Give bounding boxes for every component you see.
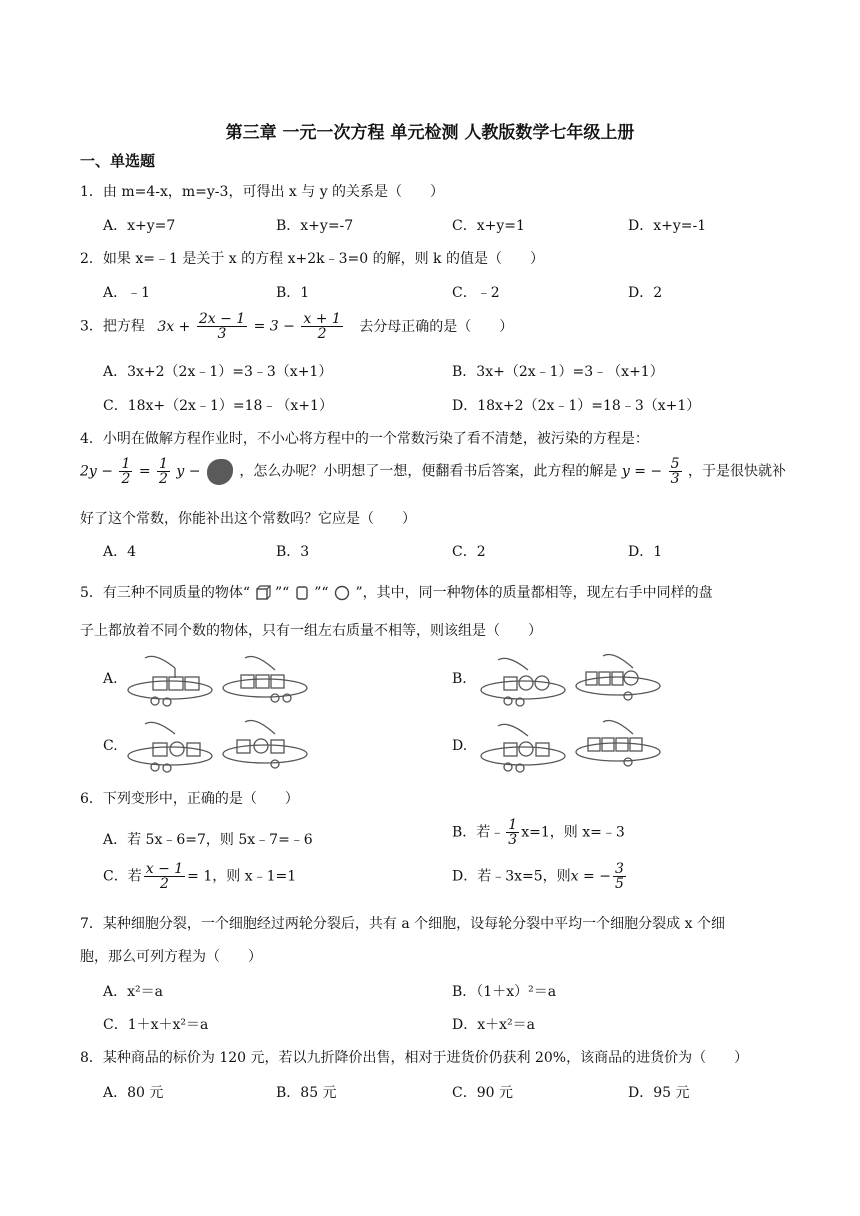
question-5-option-c[interactable]: C. bbox=[103, 738, 118, 754]
question-4-eq-c: y − bbox=[176, 463, 201, 480]
question-6-stem: 6．下列变形中，正确的是（ ） bbox=[80, 791, 299, 807]
fraction-denominator: 2 bbox=[121, 471, 131, 487]
section-heading: 一、单选题 bbox=[80, 152, 156, 170]
question-4-option-b[interactable]: B．3 bbox=[276, 544, 310, 560]
question-3-option-b[interactable]: B．3x+（2x﹣1）=3﹣（x+1） bbox=[452, 364, 664, 380]
question-2-option-c[interactable]: C．﹣2 bbox=[452, 285, 500, 301]
question-8-option-d[interactable]: D．95 元 bbox=[628, 1085, 690, 1101]
question-4-fraction-2 bbox=[157, 457, 170, 486]
fraction-numerator: 1 bbox=[121, 456, 131, 472]
question-6-option-a[interactable]: A．若 5x﹣6=7，则 5x﹣7=﹣6 bbox=[103, 832, 313, 848]
question-4-option-d[interactable]: D．1 bbox=[628, 544, 663, 560]
question-7-option-d[interactable]: D．x＋x²＝a bbox=[452, 1017, 535, 1033]
question-3-fraction-2 bbox=[301, 312, 342, 341]
cube-icon bbox=[255, 585, 271, 601]
option-c-prefix: C．若 bbox=[103, 868, 142, 885]
fraction-numerator: 1 bbox=[159, 456, 168, 472]
question-4-eq-b: = bbox=[138, 463, 151, 480]
question-4-eq-a: 2y − bbox=[80, 463, 113, 480]
fraction-denominator: 3 bbox=[508, 832, 518, 848]
question-5-option-d[interactable]: D. bbox=[452, 738, 468, 754]
question-4-solution-fraction bbox=[669, 457, 682, 486]
question-5-line-2: 子上都放着不同个数的物体，只有一组左右质量不相等，则该组是（ ） bbox=[80, 623, 542, 639]
question-1-option-a[interactable]: A．x+y=7 bbox=[103, 218, 176, 234]
cylinder-icon bbox=[294, 585, 310, 601]
question-7-option-c[interactable]: C．1＋x＋x²＝a bbox=[103, 1017, 209, 1033]
fraction-numerator: x − 1 bbox=[145, 861, 184, 877]
question-6-option-c[interactable] bbox=[103, 862, 296, 891]
question-3-suffix: 去分母正确的是（ ） bbox=[359, 318, 514, 335]
question-3-option-c[interactable]: C．18x+（2x﹣1）=18﹣（x+1） bbox=[103, 398, 333, 414]
question-1-option-c[interactable]: C．x+y=1 bbox=[452, 218, 525, 234]
question-8-option-c[interactable]: C．90 元 bbox=[452, 1085, 513, 1101]
question-3-fraction-1 bbox=[197, 312, 247, 341]
balance-plates-image-d bbox=[478, 716, 663, 774]
question-4-middle-text: ，怎么办呢？小明想了一想，便翻看书后答案，此方程的解是 bbox=[239, 463, 618, 480]
fraction-numerator: 1 bbox=[508, 817, 518, 833]
sphere-icon bbox=[333, 585, 351, 601]
fraction-denominator: 2 bbox=[159, 471, 168, 487]
question-1-option-b[interactable]: B．x+y=-7 bbox=[276, 218, 354, 234]
option-c-suffix: = 1，则 x﹣1=1 bbox=[187, 868, 297, 885]
option-d-fraction bbox=[613, 862, 626, 891]
question-5-option-b[interactable]: B. bbox=[452, 671, 467, 687]
question-5-text-a: 5．有三种不同质量的物体“ bbox=[80, 585, 251, 601]
fraction-denominator: 5 bbox=[614, 876, 624, 892]
question-3-eq-b: = 3 − bbox=[253, 318, 295, 335]
question-8-option-b[interactable]: B．85 元 bbox=[276, 1085, 337, 1101]
fraction-numerator: x + 1 bbox=[303, 311, 341, 327]
option-b-prefix: B．若﹣ bbox=[452, 824, 505, 841]
question-3-stem bbox=[80, 312, 513, 341]
question-3-prefix: 3．把方程 bbox=[80, 318, 145, 335]
question-8-stem: 8．某种商品的标价为 120 元，若以九折降价出售，相对于进货价仍获利 20%，该商品的进货价为（ ） bbox=[80, 1050, 749, 1066]
option-d-prefix: D．若﹣3x=5，则 bbox=[452, 868, 571, 885]
question-4-tail: ，于是很快就补 bbox=[687, 463, 786, 480]
fraction-denominator: 3 bbox=[217, 326, 227, 342]
question-7-line-1: 7．某种细胞分裂，一个细胞经过两轮分裂后，共有 a 个细胞，设每轮分裂中平均一个细胞分裂成 x 个细 bbox=[80, 916, 725, 932]
balance-plates-image-c bbox=[125, 716, 310, 774]
question-4-option-c[interactable]: C．2 bbox=[452, 544, 486, 560]
question-4-solution-lhs: y = − bbox=[621, 463, 663, 480]
question-4-line-3: 好了这个常数，你能补出这个常数吗？它应是（ ） bbox=[80, 511, 416, 527]
page-title: 第三章 一元一次方程 单元检测 人教版数学七年级上册 bbox=[225, 123, 635, 143]
fraction-denominator: 2 bbox=[159, 876, 169, 892]
question-5-option-a[interactable]: A. bbox=[103, 671, 118, 687]
question-5-text-b: ”“ bbox=[274, 585, 290, 601]
fraction-denominator: 3 bbox=[670, 471, 680, 487]
option-d-lhs: x = − bbox=[570, 868, 611, 885]
fraction-numerator: 2x − 1 bbox=[198, 311, 246, 327]
question-4-fraction-1 bbox=[119, 457, 132, 486]
question-2-option-d[interactable]: D．2 bbox=[628, 285, 663, 301]
question-2-option-b[interactable]: B．1 bbox=[276, 285, 310, 301]
question-2-stem: 2．如果 x=﹣1 是关于 x 的方程 x+2k﹣3=0 的解，则 k 的值是（ ） bbox=[80, 251, 544, 267]
balance-plates-image-a bbox=[125, 650, 310, 708]
question-1-stem: 1．由 m=4-x，m=y-3，可得出 x 与 y 的关系是（ ） bbox=[80, 184, 445, 200]
option-b-suffix: x=1，则 x=﹣3 bbox=[521, 824, 625, 841]
fraction-numerator: 5 bbox=[670, 456, 680, 472]
question-4-line-2 bbox=[80, 457, 786, 486]
question-6-option-d[interactable] bbox=[452, 862, 628, 891]
question-5-line-1 bbox=[80, 582, 713, 602]
question-3-option-d[interactable]: D．18x+2（2x﹣1）=18﹣3（x+1） bbox=[452, 398, 701, 414]
fraction-numerator: 3 bbox=[614, 861, 624, 877]
question-7-line-2: 胞，那么可列方程为（ ） bbox=[80, 949, 262, 965]
question-4-option-a[interactable]: A．4 bbox=[103, 544, 137, 560]
question-3-option-a[interactable]: A．3x+2（2x﹣1）=3﹣3（x+1） bbox=[103, 364, 333, 380]
ink-stain-icon bbox=[207, 459, 233, 485]
question-1-option-d[interactable]: D．x+y=-1 bbox=[628, 218, 707, 234]
question-5-text-c: ”“ bbox=[314, 585, 329, 601]
question-4-line-1: 4．小明在做解方程作业时，不小心将方程中的一个常数污染了看不清楚，被污染的方程是： bbox=[80, 431, 649, 447]
question-3-eq-a: 3x + bbox=[157, 318, 191, 335]
option-b-fraction bbox=[506, 818, 519, 847]
question-6-option-b[interactable] bbox=[452, 818, 625, 847]
question-2-option-a[interactable]: A．﹣1 bbox=[103, 285, 151, 301]
question-7-option-b[interactable]: B．（1＋x）²＝a bbox=[452, 984, 557, 1000]
question-8-option-a[interactable]: A．80 元 bbox=[103, 1085, 164, 1101]
balance-plates-image-b bbox=[478, 650, 663, 708]
option-c-fraction bbox=[144, 862, 185, 891]
fraction-denominator: 2 bbox=[317, 326, 327, 342]
question-5-text-d: ”，其中，同一种物体的质量都相等，现左右手中同样的盘 bbox=[355, 585, 713, 601]
question-7-option-a[interactable]: A．x²＝a bbox=[103, 984, 163, 1000]
